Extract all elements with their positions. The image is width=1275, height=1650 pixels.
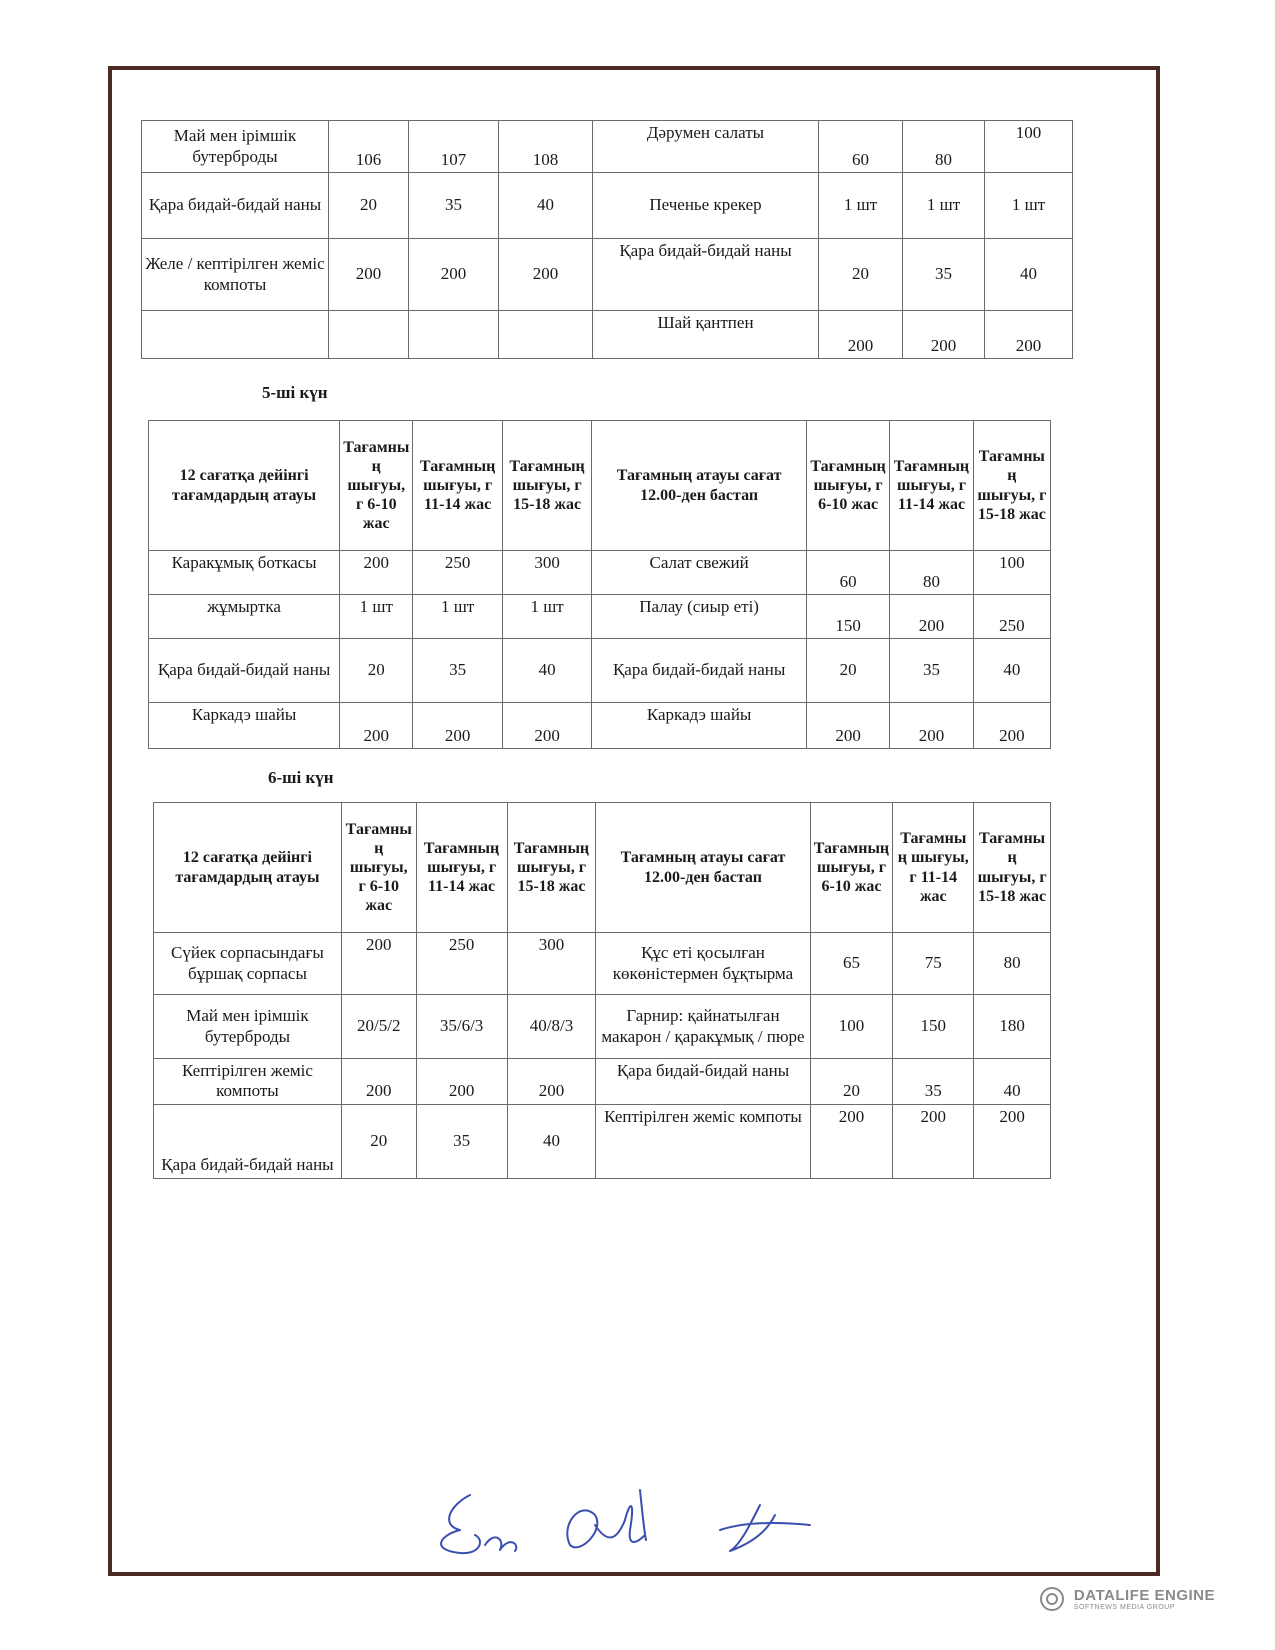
table-cell: 200 bbox=[890, 703, 973, 749]
table-cell: 180 bbox=[974, 995, 1051, 1059]
table-cell: 100 bbox=[810, 995, 893, 1059]
table-row bbox=[149, 551, 1051, 595]
table-cell: Кептірілген жеміс компоты bbox=[154, 1059, 342, 1105]
table-cell: 200 bbox=[810, 1104, 893, 1178]
table-cell: 200 bbox=[507, 1059, 596, 1105]
column-header: Тағамның шығуы, г 11-14 жас bbox=[416, 803, 507, 933]
table-cell: Қара бидай-бидай наны bbox=[149, 639, 340, 703]
table-cell: 200 bbox=[890, 595, 973, 639]
table-cell: 40/8/3 bbox=[507, 995, 596, 1059]
column-header: 12 сағатқа дейінгі тағамдардың атауы bbox=[154, 803, 342, 933]
table-cell: Шай қантпен bbox=[593, 311, 819, 359]
table-cell: 200 bbox=[903, 311, 985, 359]
column-header: Тағамның шығуы, г 11-14 жас bbox=[413, 421, 502, 551]
table-cell: 40 bbox=[502, 639, 591, 703]
table-cell: Қара бидай-бидай наны bbox=[592, 639, 807, 703]
column-header: Тағамның шығуы, г 6-10 жас bbox=[341, 803, 416, 933]
watermark bbox=[1039, 1586, 1215, 1612]
table-cell: Гарнир: қайнатылған макарон / қаракұмық / пюре bbox=[596, 995, 810, 1059]
table-cell: Май мен ірімшік бутерброды bbox=[154, 995, 342, 1059]
table-cell: 20 bbox=[806, 639, 889, 703]
table-cell: жұмыртка bbox=[149, 595, 340, 639]
table-cell: Қара бидай-бидай наны bbox=[142, 173, 329, 239]
table-row bbox=[154, 1104, 1051, 1178]
table-cell: 200 bbox=[416, 1059, 507, 1105]
table-cell bbox=[142, 311, 329, 359]
table-cell: 200 bbox=[340, 551, 413, 595]
table-row bbox=[149, 703, 1051, 749]
signature-2 bbox=[567, 1490, 646, 1547]
table-cell: 200 bbox=[806, 703, 889, 749]
table-cell: 250 bbox=[413, 551, 502, 595]
table-cell: 108 bbox=[499, 121, 593, 173]
column-header: Тағамның шығуы, г 6-10 жас bbox=[340, 421, 413, 551]
table-cell: 75 bbox=[893, 933, 974, 995]
table-cell: 40 bbox=[974, 1059, 1051, 1105]
table-cell: 1 шт bbox=[819, 173, 903, 239]
table-cell: Дәрумен салаты bbox=[593, 121, 819, 173]
table-cell: 35 bbox=[903, 239, 985, 311]
table-cell: 40 bbox=[507, 1104, 596, 1178]
table-header-row bbox=[149, 421, 1051, 551]
table-cell: 20 bbox=[341, 1104, 416, 1178]
table-row bbox=[154, 1059, 1051, 1105]
table-cell bbox=[409, 311, 499, 359]
table-header-row bbox=[154, 803, 1051, 933]
table-cell: 200 bbox=[893, 1104, 974, 1178]
table-cell: 35 bbox=[413, 639, 502, 703]
column-header: Тағамның атауы сағат 12.00-ден бастап bbox=[592, 421, 807, 551]
table-cell: 35/6/3 bbox=[416, 995, 507, 1059]
table-cell: 200 bbox=[409, 239, 499, 311]
table-cell: 300 bbox=[507, 933, 596, 995]
table-cell: Қара бидай-бидай наны bbox=[154, 1104, 342, 1178]
table-row bbox=[149, 595, 1051, 639]
table-cell: 40 bbox=[973, 639, 1050, 703]
column-header: Тағамның шығуы, г 6-10 жас bbox=[806, 421, 889, 551]
table-cell: 300 bbox=[502, 551, 591, 595]
menu-table-day-5 bbox=[148, 420, 1051, 749]
table-cell: 60 bbox=[819, 121, 903, 173]
table-cell: 1 шт bbox=[502, 595, 591, 639]
table-cell: 250 bbox=[416, 933, 507, 995]
table-cell: 35 bbox=[409, 173, 499, 239]
table-cell: Желе / кептірілген жеміс компоты bbox=[142, 239, 329, 311]
column-header: Тағамның шығуы, г 11-14 жас bbox=[890, 421, 973, 551]
table-cell: 150 bbox=[806, 595, 889, 639]
table-cell: 200 bbox=[499, 239, 593, 311]
menu-table-top-body bbox=[142, 121, 1073, 359]
table-cell: Құс еті қосылған көкөністермен бұқтырма bbox=[596, 933, 810, 995]
table-row bbox=[154, 995, 1051, 1059]
table-cell: 20 bbox=[819, 239, 903, 311]
table-row bbox=[149, 639, 1051, 703]
table-cell: Май мен ірімшік бутерброды bbox=[142, 121, 329, 173]
table-cell: Сүйек сорпасындағы бұршақ сорпасы bbox=[154, 933, 342, 995]
table-cell: 200 bbox=[819, 311, 903, 359]
table-row bbox=[142, 173, 1073, 239]
table-cell: 80 bbox=[890, 551, 973, 595]
datalife-logo-icon bbox=[1039, 1586, 1065, 1612]
table-row bbox=[142, 121, 1073, 173]
table-cell: 100 bbox=[973, 551, 1050, 595]
table-cell: 35 bbox=[893, 1059, 974, 1105]
signature-1 bbox=[441, 1495, 516, 1553]
column-header: Тағамның шығуы, г 15-18 жас bbox=[974, 803, 1051, 933]
table-cell: 80 bbox=[903, 121, 985, 173]
table-cell bbox=[329, 311, 409, 359]
column-header: Тағамның шығуы, г 6-10 жас bbox=[810, 803, 893, 933]
table-cell: 200 bbox=[341, 1059, 416, 1105]
table-cell: 60 bbox=[806, 551, 889, 595]
table-cell: Кептірілген жеміс компоты bbox=[596, 1104, 810, 1178]
watermark-subtitle: SOFTNEWS MEDIA GROUP bbox=[1073, 1604, 1175, 1611]
table-cell: 200 bbox=[985, 311, 1073, 359]
table-cell: Қара бидай-бидай наны bbox=[593, 239, 819, 311]
table-cell: 40 bbox=[499, 173, 593, 239]
table-cell: 20 bbox=[340, 639, 413, 703]
watermark-title: DATALIFE ENGINE bbox=[1073, 1587, 1215, 1604]
table-cell: 20/5/2 bbox=[341, 995, 416, 1059]
table-cell: 80 bbox=[974, 933, 1051, 995]
table-cell: 200 bbox=[974, 1104, 1051, 1178]
column-header: Тағамның шығуы, г 15-18 жас bbox=[507, 803, 596, 933]
table-row bbox=[142, 311, 1073, 359]
day-5-heading: 5-ші күн bbox=[262, 383, 328, 402]
table-row bbox=[154, 933, 1051, 995]
table-cell: 35 bbox=[416, 1104, 507, 1178]
table-cell: 1 шт bbox=[340, 595, 413, 639]
table-cell: 20 bbox=[810, 1059, 893, 1105]
table-cell: 107 bbox=[409, 121, 499, 173]
table-cell: 106 bbox=[329, 121, 409, 173]
table-cell bbox=[499, 311, 593, 359]
table-cell: 65 bbox=[810, 933, 893, 995]
day-6-heading: 6-ші күн bbox=[268, 768, 334, 787]
table-cell: Каракұмық боткасы bbox=[149, 551, 340, 595]
table-cell: 250 bbox=[973, 595, 1050, 639]
signatures bbox=[430, 1485, 850, 1565]
table-row bbox=[142, 239, 1073, 311]
table-cell: 100 bbox=[985, 121, 1073, 173]
table-cell: 1 шт bbox=[413, 595, 502, 639]
menu-table-day-6 bbox=[153, 802, 1051, 1179]
column-header: Тағамның шығуы, г 15-18 жас bbox=[973, 421, 1050, 551]
table-cell: 200 bbox=[329, 239, 409, 311]
column-header: 12 сағатқа дейінгі тағамдардың атауы bbox=[149, 421, 340, 551]
table-cell: 1 шт bbox=[903, 173, 985, 239]
column-header: Тағамның шығуы, г 15-18 жас bbox=[502, 421, 591, 551]
table-cell: 1 шт bbox=[985, 173, 1073, 239]
table-cell: 200 bbox=[340, 703, 413, 749]
table-cell: Печенье крекер bbox=[593, 173, 819, 239]
table-cell: Каркадэ шайы bbox=[592, 703, 807, 749]
signature-3 bbox=[720, 1505, 810, 1551]
menu-table-top bbox=[141, 120, 1073, 359]
column-header: Тағамның атауы сағат 12.00-ден бастап bbox=[596, 803, 810, 933]
table-cell: Салат свежий bbox=[592, 551, 807, 595]
table-cell: Палау (сиыр еті) bbox=[592, 595, 807, 639]
table-cell: 150 bbox=[893, 995, 974, 1059]
table-cell: 40 bbox=[985, 239, 1073, 311]
table-cell: 200 bbox=[502, 703, 591, 749]
table-cell: Қара бидай-бидай наны bbox=[596, 1059, 810, 1105]
table-cell: 200 bbox=[973, 703, 1050, 749]
table-cell: 200 bbox=[341, 933, 416, 995]
table-cell: 200 bbox=[413, 703, 502, 749]
column-header: Тағамның шығуы, г 11-14 жас bbox=[893, 803, 974, 933]
table-cell: 35 bbox=[890, 639, 973, 703]
table-cell: Каркадэ шайы bbox=[149, 703, 340, 749]
table-cell: 20 bbox=[329, 173, 409, 239]
